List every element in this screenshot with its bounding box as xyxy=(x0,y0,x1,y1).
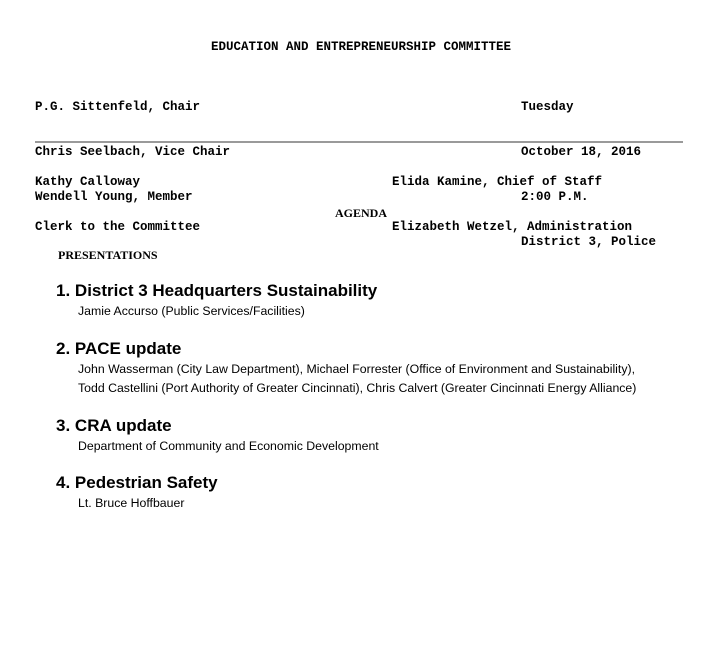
item-number: 3. xyxy=(56,416,71,435)
item-title: PACE update xyxy=(74,339,182,358)
clerk-name: Kathy Calloway xyxy=(35,175,141,189)
agenda-item-1 xyxy=(56,280,377,321)
item-presenter: John Wasserman (City Law Department), Michael Forrester (Office of Environment and Sustainability), xyxy=(78,362,635,376)
agenda-item-heading xyxy=(56,472,218,494)
header-divider xyxy=(35,141,683,143)
member: Wendell Young, Member xyxy=(35,190,193,204)
agenda-title: AGENDA xyxy=(334,206,387,220)
member-chair: P.G. Sittenfeld, Chair xyxy=(35,100,201,114)
member-vice-chair: Chris Seelbach, Vice Chair xyxy=(35,145,231,159)
staff-info xyxy=(392,145,632,250)
clerk-info xyxy=(35,145,200,250)
agenda-item-heading xyxy=(56,415,379,437)
agenda-item-4 xyxy=(56,472,218,513)
section-title: PRESENTATIONS xyxy=(58,248,158,262)
meeting-day: Tuesday xyxy=(521,100,574,114)
meeting-location: District 3, Police xyxy=(521,235,657,249)
committee-title: EDUCATION AND ENTREPRENEURSHIP COMMITTEE xyxy=(210,40,512,54)
item-title: CRA update xyxy=(74,416,172,435)
agenda-item-2 xyxy=(56,338,636,398)
item-presenter: Todd Castellini (Port Authority of Greater Cincinnati), Chris Calvert (Greater Cincinnati Energy Alliance) xyxy=(78,381,637,395)
meeting-date: October 18, 2016 xyxy=(521,145,642,159)
agenda-item-3 xyxy=(56,415,379,456)
agenda-item-heading xyxy=(56,338,636,360)
meeting-time: 2:00 P.M. xyxy=(521,190,589,204)
clerk-title: Clerk to the Committee xyxy=(35,220,201,234)
administration: Elizabeth Wetzel, Administration xyxy=(392,220,633,234)
item-title: District 3 Headquarters Sustainability xyxy=(74,281,378,300)
item-number: 4. xyxy=(56,473,71,492)
item-number: 2. xyxy=(56,339,71,358)
item-number: 1. xyxy=(56,281,71,300)
agenda-item-heading xyxy=(56,280,377,302)
chief-of-staff: Elida Kamine, Chief of Staff xyxy=(392,175,603,189)
item-title: Pedestrian Safety xyxy=(74,473,218,492)
item-presenter: Lt. Bruce Hoffbauer xyxy=(78,496,185,510)
item-presenter: Department of Community and Economic Development xyxy=(78,439,379,453)
item-presenter: Jamie Accurso (Public Services/Facilities) xyxy=(78,304,305,318)
